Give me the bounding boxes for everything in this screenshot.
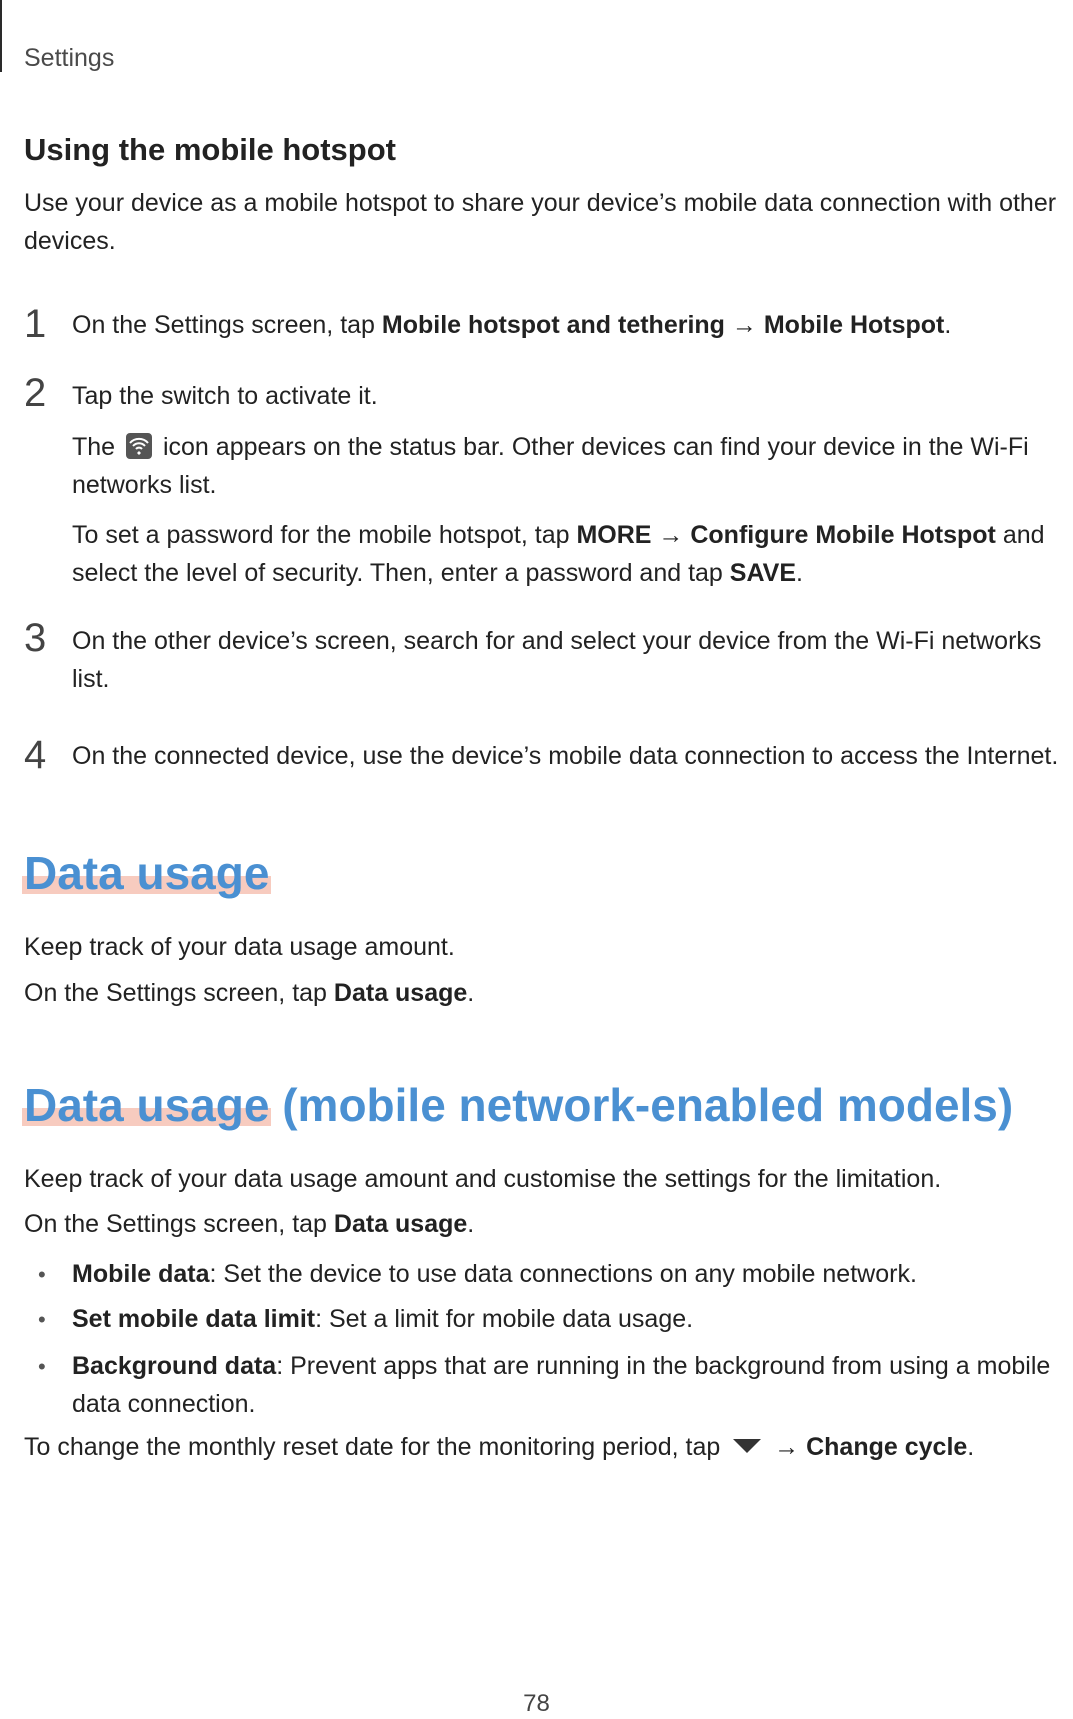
list-item: Set mobile data limit: Set a limit for mobile data usage. [72, 1305, 694, 1333]
step-number: 4 [24, 733, 47, 777]
step-note: To set a password for the mobile hotspot, tap MORE → Configure Mobile Hotspot and select the level of security. Then, enter a password and tap SAVE. [72, 521, 1045, 587]
bullet-icon: • [38, 1307, 46, 1332]
data-usage-mobile-heading: Data usage (mobile network-enabled models) [24, 1079, 1014, 1131]
step-number: 1 [24, 302, 47, 346]
data-usage-desc: Keep track of your data usage amount. [24, 933, 455, 961]
data-usage-instruction: On the Settings screen, tap Data usage. [24, 979, 475, 1007]
step-number: 3 [24, 616, 47, 660]
step-text: On the other device’s screen, search for and select your device from the Wi-Fi networks list. [72, 627, 1042, 693]
data-usage-mobile-instruction: On the Settings screen, tap Data usage. [24, 1210, 475, 1238]
page-number: 78 [523, 1690, 550, 1717]
list-item: Mobile data: Set the device to use data connections on any mobile network. [72, 1260, 917, 1288]
change-cycle-instruction: To change the monthly reset date for the monitoring period, tap → Change cycle. [24, 1433, 975, 1461]
dropdown-arrow-icon [733, 1439, 761, 1453]
step-text: On the Settings screen, tap Mobile hotspot and tethering → Mobile Hotspot. [72, 311, 952, 339]
step-text: Tap the switch to activate it. [72, 382, 378, 410]
hotspot-heading: Using the mobile hotspot [24, 132, 396, 167]
list-item: Background data: Prevent apps that are running in the background from using a mobile data connection. [72, 1352, 1051, 1418]
hotspot-intro: Use your device as a mobile hotspot to share your device’s mobile data connection with other devices. [24, 189, 1057, 255]
bullet-icon: • [38, 1262, 46, 1287]
step-number: 2 [24, 371, 47, 415]
hotspot-wifi-icon [126, 433, 152, 459]
data-usage-heading: Data usage [24, 847, 270, 899]
bullet-icon: • [38, 1354, 46, 1379]
step-text: On the connected device, use the device’s mobile data connection to access the Internet. [72, 742, 1059, 770]
running-header: Settings [24, 44, 115, 72]
data-usage-mobile-desc: Keep track of your data usage amount and customise the settings for the limitation. [24, 1165, 942, 1193]
step-note: The icon appears on the status bar. Other devices can find your device in the Wi-Fi networks list. [72, 433, 1029, 499]
header-rule [0, 0, 2, 72]
